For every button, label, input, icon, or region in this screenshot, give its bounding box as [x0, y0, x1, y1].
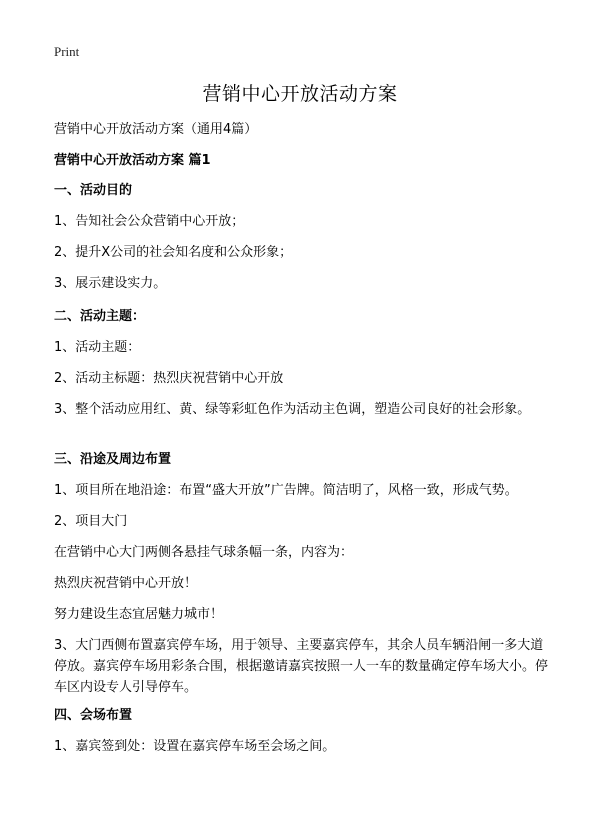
- paragraph: 1、活动主题：: [54, 340, 141, 355]
- section-heading-purpose: 一、活动目的: [54, 183, 133, 198]
- paragraph: 1、嘉宾签到处：设置在嘉宾停车场至会场之间。: [54, 739, 336, 754]
- paragraph: 2、项目大门: [54, 514, 128, 529]
- paragraph: 3、大门西侧布置嘉宾停车场，用于领导、主要嘉宾停车，其余人员车辆沿闸一多大道停放。嘉宾停车场用彩条合围，根据邀请嘉宾按照一人一车的数量确定停车场大小。停车区内设专人引导停车。: [54, 638, 549, 695]
- section-heading-theme: 二、活动主题：: [54, 309, 146, 324]
- document-subtitle: 营销中心开放活动方案（通用4篇）: [54, 122, 258, 137]
- paragraph: 热烈庆祝营销中心开放！: [54, 576, 198, 591]
- paragraph: 3、整个活动应用红、黄、绿等彩虹色作为活动主色调，塑造公司良好的社会形象。: [54, 402, 531, 417]
- paragraph: 努力建设生态宜居魅力城市！: [54, 607, 224, 622]
- print-label[interactable]: Print: [54, 44, 80, 59]
- section-heading-decoration: 三、沿途及周边布置: [54, 452, 172, 467]
- part-heading: 营销中心开放活动方案 篇1: [54, 153, 211, 168]
- paragraph: 1、项目所在地沿途：布置“盛大开放”广告牌。简洁明了，风格一致，形成气势。: [54, 483, 518, 498]
- section-heading-venue: 四、会场布置: [54, 708, 133, 723]
- paragraph: 2、活动主标题：热烈庆祝营销中心开放: [54, 371, 284, 386]
- paragraph: 2、提升X公司的社会知名度和公众形象；: [54, 245, 293, 260]
- paragraph: 1、告知社会公众营销中心开放；: [54, 214, 245, 229]
- page-title: 营销中心开放活动方案: [202, 83, 398, 105]
- paragraph: 3、展示建设实力。: [54, 276, 167, 291]
- paragraph: 在营销中心大门两侧各悬挂气球条幅一条，内容为：: [54, 545, 354, 560]
